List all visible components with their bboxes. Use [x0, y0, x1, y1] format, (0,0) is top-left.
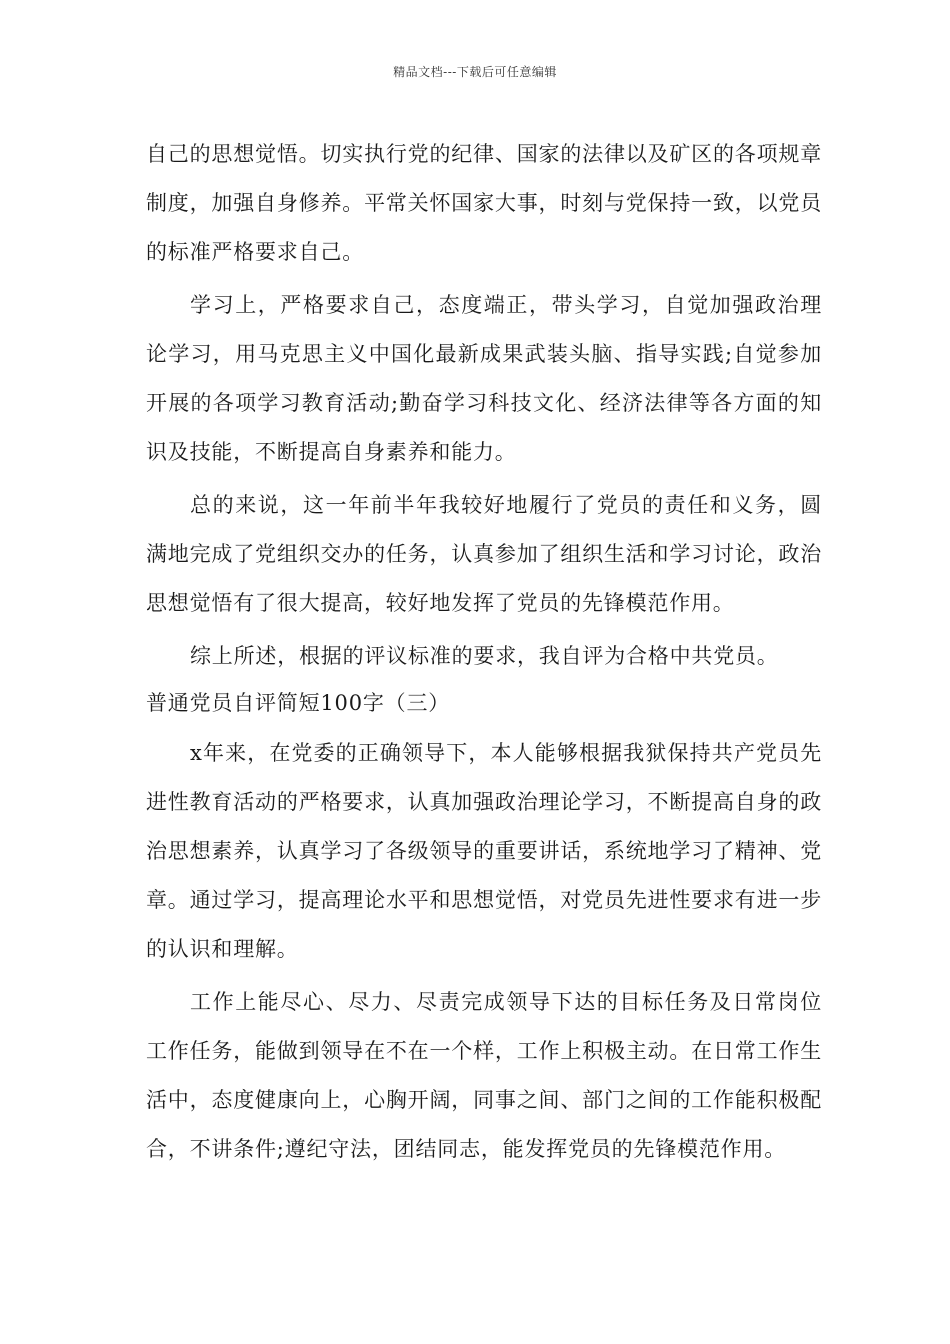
section-title: 普通党员自评简短100字（三） [146, 691, 451, 715]
paragraph-continuation: 自己的思想觉悟。切实执行党的纪律、国家的法律以及矿区的各项规章制度，加强自身修养。平常关怀国家大事，时刻与党保持一致，以党员的标准严格要求自己。 [146, 142, 822, 264]
paragraph-work: 工作上能尽心、尽力、尽责完成领导下达的目标任务及日常岗位工作任务，能做到领导在不在一个样，工作上积极主动。在日常工作生活中，态度健康向上，心胸开阔，同事之间、部门之间的工作能积极配合，不讲条件;遵纪守法，团结同志，能发挥党员的先锋模范作用。 [146, 990, 822, 1161]
paragraph-study: 学习上，严格要求自己，态度端正，带头学习，自觉加强政治理论学习，用马克思主义中国化最新成果武装头脑、指导实践;自觉参加开展的各项学习教育活动;勤奋学习科技文化、经济法律等各方面的知识及技能，不断提高自身素养和能力。 [146, 293, 822, 464]
page-header: 精品文档---下载后可任意编辑 [393, 65, 557, 79]
paragraph-conclusion: 综上所述，根据的评议标准的要求，我自评为合格中共党员。 [190, 644, 779, 668]
paragraph-summary: 总的来说，这一年前半年我较好地履行了党员的责任和义务，圆满地完成了党组织交办的任务，认真参加了组织生活和学习讨论，政治思想觉悟有了很大提高，较好地发挥了党员的先锋模范作用。 [146, 493, 822, 615]
paragraph-intro-three: x年来，在党委的正确领导下，本人能够根据我狱保持共产党员先进性教育活动的严格要求，认真加强政治理论学习，不断提高自身的政治思想素养，认真学习了各级领导的重要讲话，系统地学习了精神、党章。通过学习，提高理论水平和思想觉悟，对党员先进性要求有进一步的认识和理解。 [146, 741, 822, 961]
document-body [146, 130, 822, 1174]
